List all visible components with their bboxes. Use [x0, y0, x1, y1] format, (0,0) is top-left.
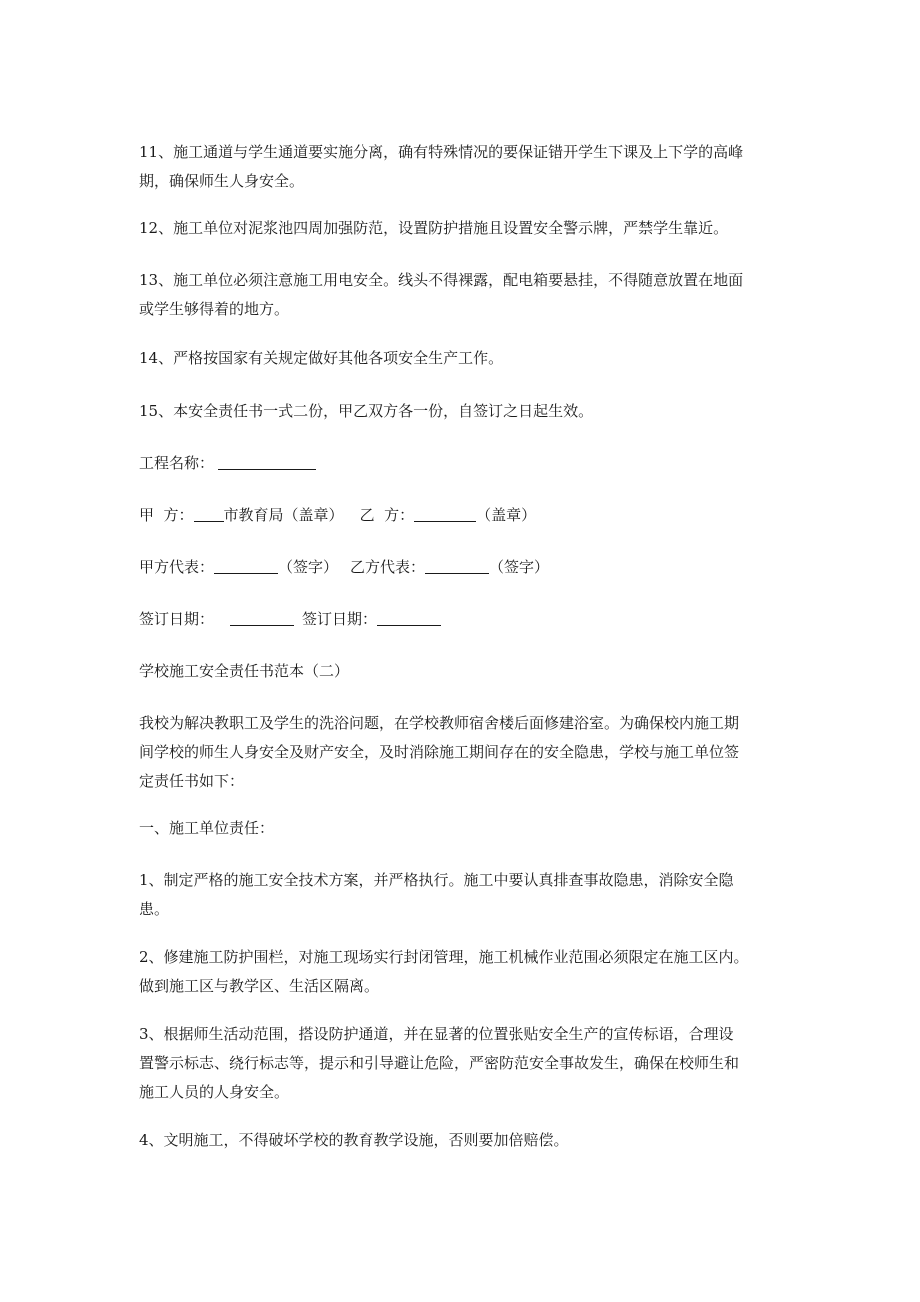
- intro-line-3: 定责任书如下：: [139, 772, 245, 790]
- item-1-line-2: 患。: [139, 900, 170, 918]
- project-name-label: 工程名称：: [139, 454, 215, 472]
- item-3: [139, 1020, 799, 1107]
- clause-15-line-1: 15、本安全责任书一式二份，甲乙双方各一份，自签订之日起生效。: [139, 402, 594, 420]
- dates-row: [139, 605, 441, 634]
- section-2-title-text: 学校施工安全责任书范本（二）: [139, 662, 350, 680]
- intro-line-1: 我校为解决教职工及学生的洗浴问题，在学校教师宿舍楼后面修建浴室。为确保校内施工期: [139, 714, 740, 732]
- intro-line-2: 间学校的师生人身安全及财产安全，及时消除施工期间存在的安全隐患，学校与施工单位签: [139, 743, 740, 761]
- clause-11-line-2: 期，确保师生人身安全。: [139, 172, 305, 190]
- representatives-row: [139, 553, 549, 582]
- project-name-row: [139, 449, 316, 478]
- clause-12-line-1: 12、施工单位对泥浆池四周加强防范，设置防护措施且设置安全警示牌，严禁学生靠近。: [139, 219, 729, 237]
- rep-a-suffix: （签字）: [278, 558, 339, 576]
- clause-11-line-1: 11、施工通道与学生通道要实施分离，确有特殊情况的要保证错开学生下课及上下学的高峰: [139, 143, 744, 161]
- rep-b-blank: [425, 557, 489, 574]
- party-a-blank: [194, 505, 224, 522]
- project-name-blank: [218, 453, 316, 470]
- party-b-suffix: （盖章）: [476, 506, 537, 524]
- party-b-blank: [414, 505, 476, 522]
- clause-12: [139, 214, 799, 243]
- section-2-intro: [139, 709, 799, 796]
- item-4: [139, 1126, 799, 1155]
- date-a-label: 签订日期：: [139, 610, 215, 628]
- date-b-blank: [377, 609, 441, 626]
- item-2: [139, 943, 799, 1001]
- item-3-line-2: 置警示标志、绕行标志等，提示和引导避让危险，严密防范安全事故发生，确保在校师生和: [139, 1054, 740, 1072]
- parties-row: [139, 501, 536, 530]
- clause-14-line-1: 14、严格按国家有关规定做好其他各项安全生产工作。: [139, 349, 504, 367]
- party-b-label: 乙 方：: [359, 506, 415, 524]
- responsibility-heading-text: 一、施工单位责任：: [139, 819, 275, 837]
- party-a-value: 市教育局（盖章）: [223, 506, 344, 524]
- rep-b-label: 乙方代表：: [350, 558, 426, 576]
- responsibility-heading: [139, 814, 799, 843]
- date-b-label: 签订日期：: [302, 610, 378, 628]
- clause-13: [139, 266, 799, 324]
- item-1-line-1: 1、制定严格的施工安全技术方案，并严格执行。施工中要认真排查事故隐患，消除安全隐: [139, 871, 734, 889]
- item-4-line-1: 4、文明施工，不得破坏学校的教育教学设施，否则要加倍赔偿。: [139, 1131, 569, 1149]
- date-a-blank: [230, 609, 294, 626]
- clause-11: [139, 138, 799, 196]
- section-2-title: [139, 657, 799, 686]
- clause-15: [139, 397, 799, 426]
- rep-a-label: 甲方代表：: [139, 558, 215, 576]
- rep-b-suffix: （签字）: [489, 558, 550, 576]
- party-a-label: 甲 方：: [139, 506, 194, 524]
- rep-a-blank: [214, 557, 278, 574]
- clause-13-line-2: 或学生够得着的地方。: [139, 300, 290, 318]
- item-2-line-1: 2、修建施工防护围栏，对施工现场实行封闭管理，施工机械作业范围必须限定在施工区内。: [139, 948, 749, 966]
- item-1: [139, 866, 799, 924]
- clause-14: [139, 344, 799, 373]
- item-3-line-1: 3、根据师生活动范围，搭设防护通道，并在显著的位置张贴安全生产的宣传标语，合理设: [139, 1025, 734, 1043]
- item-2-line-2: 做到施工区与教学区、生活区隔离。: [139, 977, 380, 995]
- item-3-line-3: 施工人员的人身安全。: [139, 1083, 290, 1101]
- clause-13-line-1: 13、施工单位必须注意施工用电安全。线头不得裸露，配电箱要悬挂，不得随意放置在地面: [139, 271, 744, 289]
